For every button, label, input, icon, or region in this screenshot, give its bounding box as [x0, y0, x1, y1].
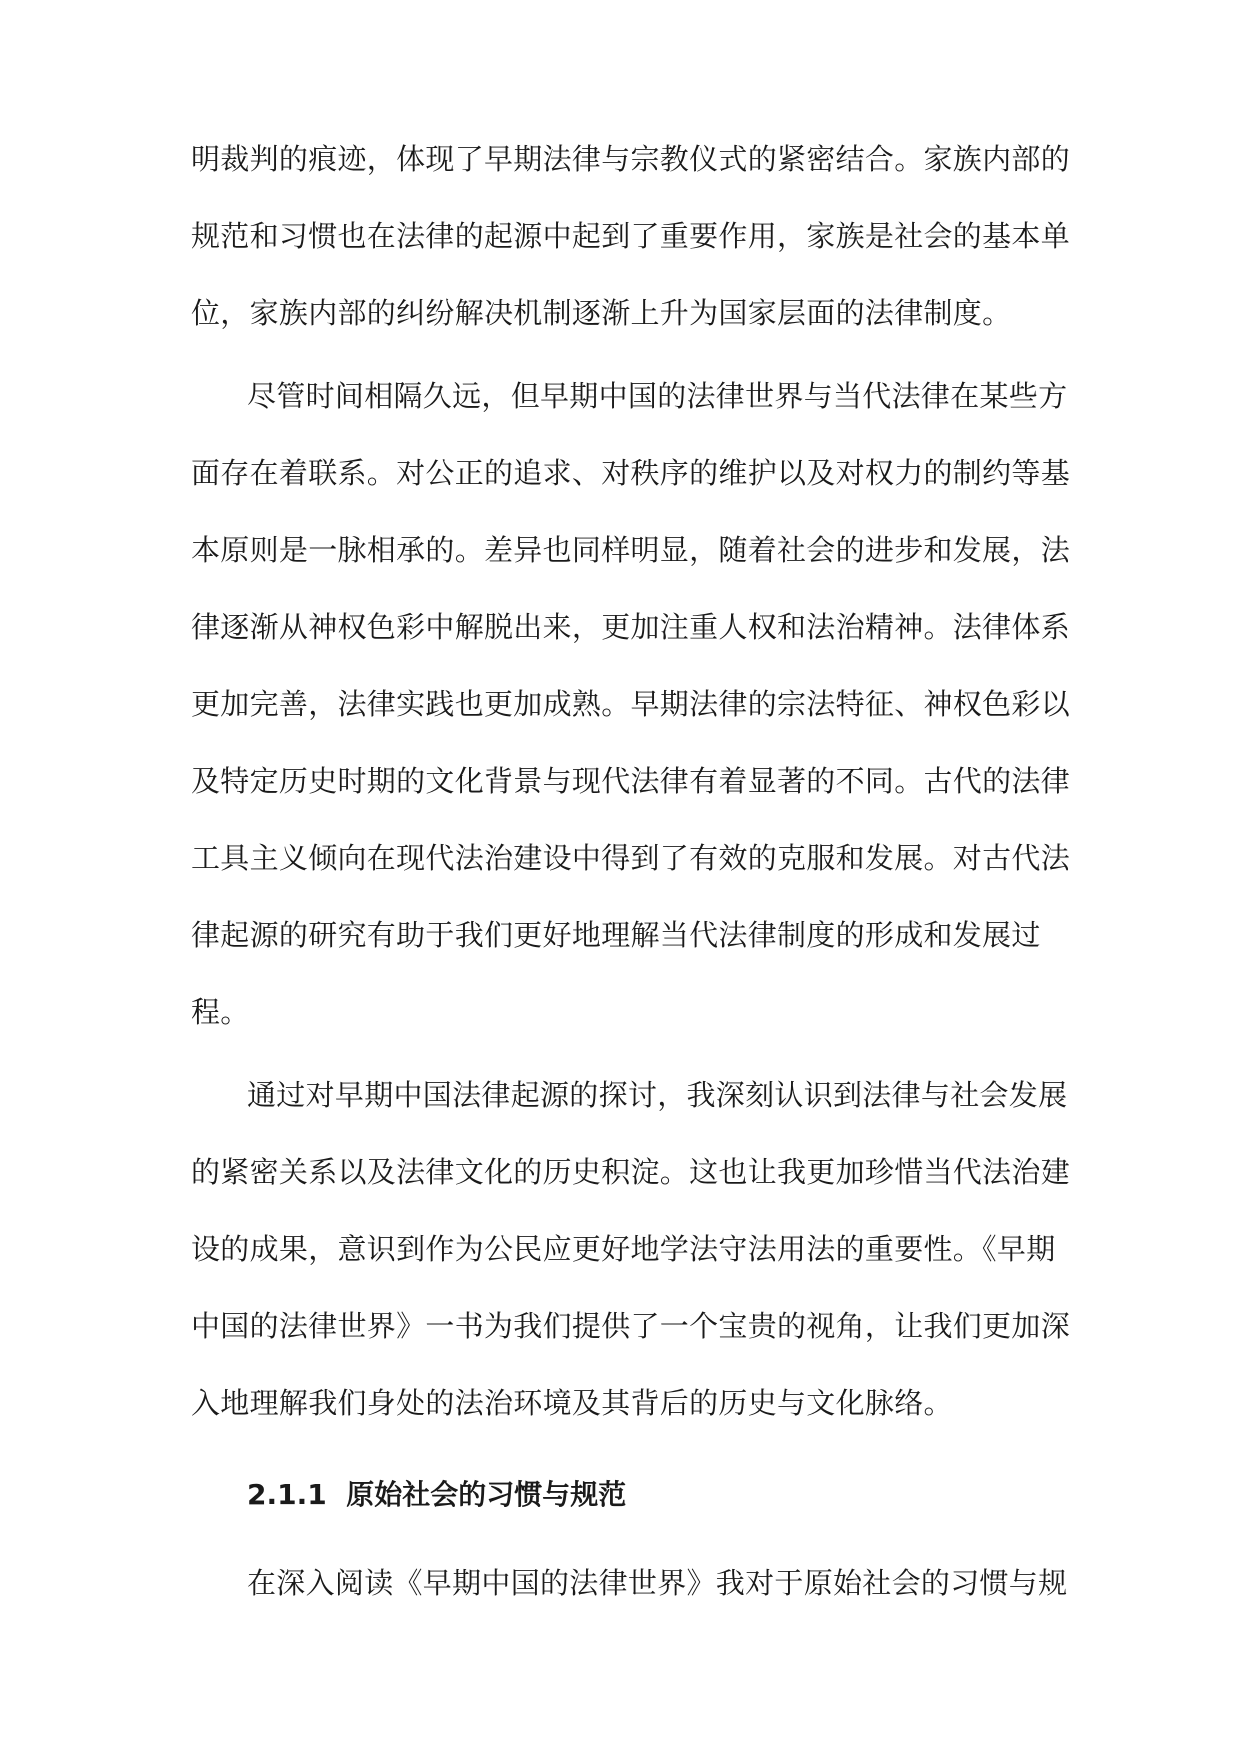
- paragraph-line: 明裁判的痕迹，体现了早期法律与宗教仪式的紧密结合。家族内部的: [191, 142, 1071, 176]
- paragraph-line: 中国的法律世界》一书为我们提供了一个宝贵的视角，让我们更加深: [191, 1309, 1071, 1343]
- paragraph-line: 位，家族内部的纠纷解决机制逐渐上升为国家层面的法律制度。: [191, 296, 1012, 330]
- paragraph-line: 通过对早期中国法律起源的探讨，我深刻认识到法律与社会发展: [247, 1078, 1068, 1112]
- paragraph-line: 律逐渐从神权色彩中解脱出来，更加注重人权和法治精神。法律体系: [191, 610, 1071, 644]
- section-title: 原始社会的习惯与规范: [346, 1478, 627, 1511]
- paragraph-line: 更加完善，法律实践也更加成熟。早期法律的宗法特征、神权色彩以: [191, 687, 1071, 721]
- paragraph-line: 本原则是一脉相承的。差异也同样明显，随着社会的进步和发展，法: [191, 533, 1071, 567]
- paragraph-line: 入地理解我们身处的法治环境及其背后的历史与文化脉络。: [191, 1386, 953, 1420]
- paragraph-line: 设的成果，意识到作为公民应更好地学法守法用法的重要性。《早期: [191, 1232, 1056, 1266]
- paragraph-line: 规范和习惯也在法律的起源中起到了重要作用，家族是社会的基本单: [191, 219, 1071, 253]
- paragraph-line: 律起源的研究有助于我们更好地理解当代法律制度的形成和发展过: [191, 918, 1041, 952]
- paragraph-line: 及特定历史时期的文化背景与现代法律有着显著的不同。古代的法律: [191, 764, 1071, 798]
- section-number: 2.1.1: [247, 1478, 327, 1511]
- paragraph-line: 的紧密关系以及法律文化的历史积淀。这也让我更加珍惜当代法治建: [191, 1155, 1071, 1189]
- paragraph-line: 面存在着联系。对公正的追求、对秩序的维护以及对权力的制约等基: [191, 456, 1071, 490]
- paragraph-line: 工具主义倾向在现代法治建设中得到了有效的克服和发展。对古代法: [191, 841, 1071, 875]
- paragraph-line: 在深入阅读《早期中国的法律世界》我对于原始社会的习惯与规: [247, 1566, 1068, 1600]
- paragraph-line: 程。: [191, 995, 250, 1029]
- section-heading: [247, 1475, 626, 1515]
- paragraph-line: 尽管时间相隔久远，但早期中国的法律世界与当代法律在某些方: [247, 379, 1068, 413]
